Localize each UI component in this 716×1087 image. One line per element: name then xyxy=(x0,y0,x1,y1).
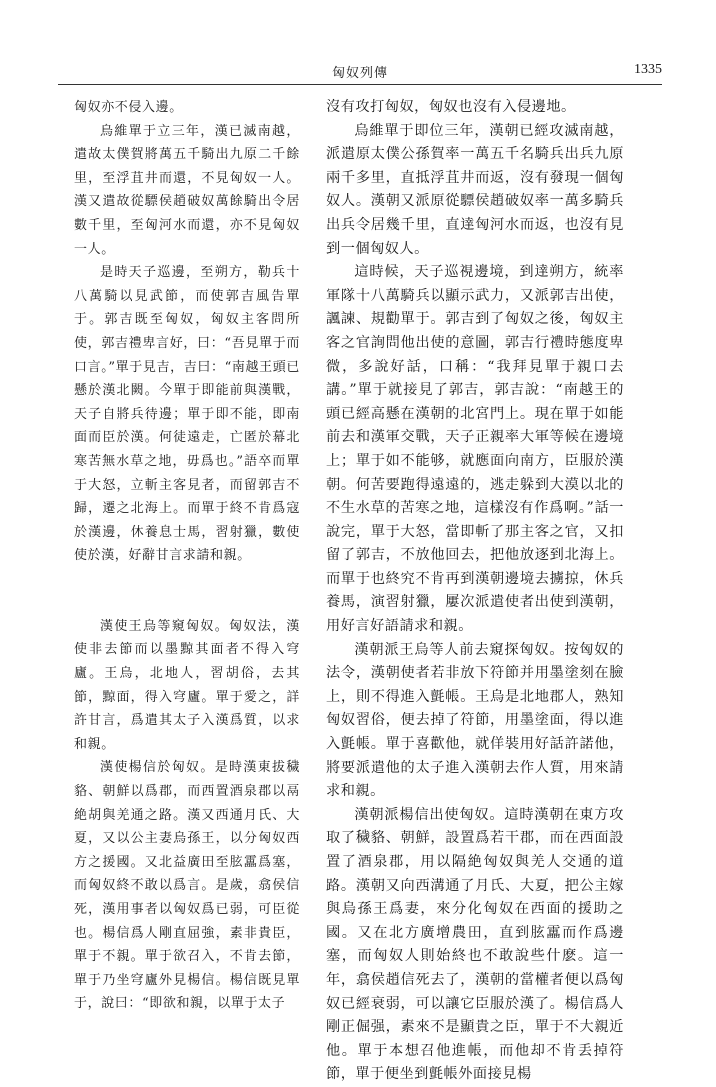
paragraph: 漢朝派王烏等人前去窺探匈奴。按匈奴的法令，漢朝使者若非放下符節并用墨塗刻在臉上，則不得進入氈帳。王烏是北地郡人，熟知匈奴習俗，便去掉了符節，用墨塗面，得以進入氈帳。單于喜歡他，就佯裝用好話許諾他，將要派遣他的太子進入漢朝去作人質，用來請求和親。 xyxy=(326,641,624,800)
running-title: 匈奴列傳 xyxy=(331,66,388,81)
paragraph: 漢使楊信於匈奴。是時漢東拔穢貉、朝鮮以爲郡，而西置酒泉郡以鬲絶胡與羌通之路。漢又西通月氏、大夏，又以公主妻烏孫王，以分匈奴西方之援國。又北益廣田至胘靁爲塞，而匈奴終不敢以爲言。是歲，翕侯信死，漢用事者以匈奴爲已弱，可臣從也。楊信爲人剛直屈強，素非貴臣，單于不親。單于欲召入，不肯去節，單于乃坐穹廬外見楊信。楊信既見單于，說曰：“即欲和親，以單于太子 xyxy=(74,760,300,1012)
paragraph: 烏維單于立三年，漢已滅南越，遣故太僕賀將萬五千騎出九原二千餘里，至浮苴井而還，不見匈奴一人。漢又遣故從驃侯趙破奴萬餘騎出令居數千里，至匈河水而還，亦不見匈奴一人。 xyxy=(74,123,300,257)
paragraph: 漢使王烏等窺匈奴。匈奴法，漢使非去節而以墨黥其面者不得入穹廬。王烏，北地人，習胡俗，去其節，黥面，得入穹廬。單于愛之，詳許甘言，爲遣其太子入漢爲質，以求和親。 xyxy=(74,618,300,752)
translation-column xyxy=(326,96,624,1087)
paragraph: 烏維單于即位三年，漢朝已經攻滅南越，派遣原太僕公孫賀率一萬五千名騎兵出兵九原兩千多里，直抵浮苴井而返，沒有發現一個匈奴人。漢朝又派原從驃侯趙破奴率一萬多騎兵出兵令居幾千里，直達匈河水而返，也沒有見到一個匈奴人。 xyxy=(326,122,624,257)
paragraph-gap xyxy=(74,568,300,615)
page-number: 1335 xyxy=(634,62,662,77)
header-rule xyxy=(58,84,662,85)
page-header xyxy=(58,62,662,88)
paragraph: 是時天子巡邊，至朔方，勒兵十八萬騎以見武節，而使郭吉風告單于。郭吉既至匈奴，匈奴主客問所使，郭吉禮卑言好，曰：“吾見單于而口言。”單于見吉，吉曰：“南越王頭已懸於漢北闕。今單于即能前與漢戰，天子自將兵待邊；單于即不能，即南面而臣於漢。何徒遠走，亡匿於幕北寒苦無水草之地，毋爲也。”語卒而單于大怒，立斬主客見者，而留郭吉不歸，遷之北海上。而單于終不肯爲寇於漢邊，休養息士馬，習射獵，數使使於漢，好辭甘言求請和親。 xyxy=(74,265,300,564)
paragraph: 這時候，天子巡視邊境，到達朔方，統率軍隊十八萬騎兵以顯示武力，又派郭吉出使，諷諫、規勸單于。郭吉到了匈奴之後，匈奴主客之官詢問他出使的意圖，郭吉行禮時態度卑微，多說好話，口稱：“我拜見單于親口去講。”單于就接見了郭吉，郭吉說：“南越王的頭已經高懸在漢朝的北宮門上。現在單于如能前去和漢軍交戰，天子正親率大軍等候在邊境上；單于如不能够，就應面向南方，臣服於漢朝。何苦要跑得遠遠的，逃走躲到大漠以北的不生水草的苦寒之地，這樣沒有作爲啊。”話一說完，單于大怒，當即斬了那主客之官，又扣留了郭吉，不放他回去，把他放逐到北海上。而單于也終究不肯再到漢朝邊境去擄掠，休兵養馬，演習射獵，屢次派遣使者出使到漢朝，用好言好語請求和親。 xyxy=(326,264,624,635)
paragraph: 沒有攻打匈奴，匈奴也沒有入侵邊地。 xyxy=(326,99,576,115)
original-text-column xyxy=(74,96,300,1016)
paragraph: 匈奴亦不侵入邊。 xyxy=(74,100,183,115)
paragraph: 漢朝派楊信出使匈奴。這時漢朝在東方攻取了穢貉、朝鮮，設置爲若干郡，而在西面設置了酒泉郡，用以隔絶匈奴與羌人交通的道路。漢朝又向西溝通了月氏、大夏，把公主嫁與烏孫王爲妻，來分化匈奴在西面的援助之國。又在北方廣增農田，直到胘靁而作爲邊塞，而匈奴人則始終也不敢說些什麽。這一年，翕侯趙信死去了，漢朝的當權者便以爲匈奴已經衰弱，可以讓它臣服於漢了。楊信爲人剛正倔强，素來不是顯貴之臣，單于不大親近他。單于本想召他進帳，而他却不肯丢掉符節，單于便坐到氈帳外面接見楊 xyxy=(326,806,624,1083)
